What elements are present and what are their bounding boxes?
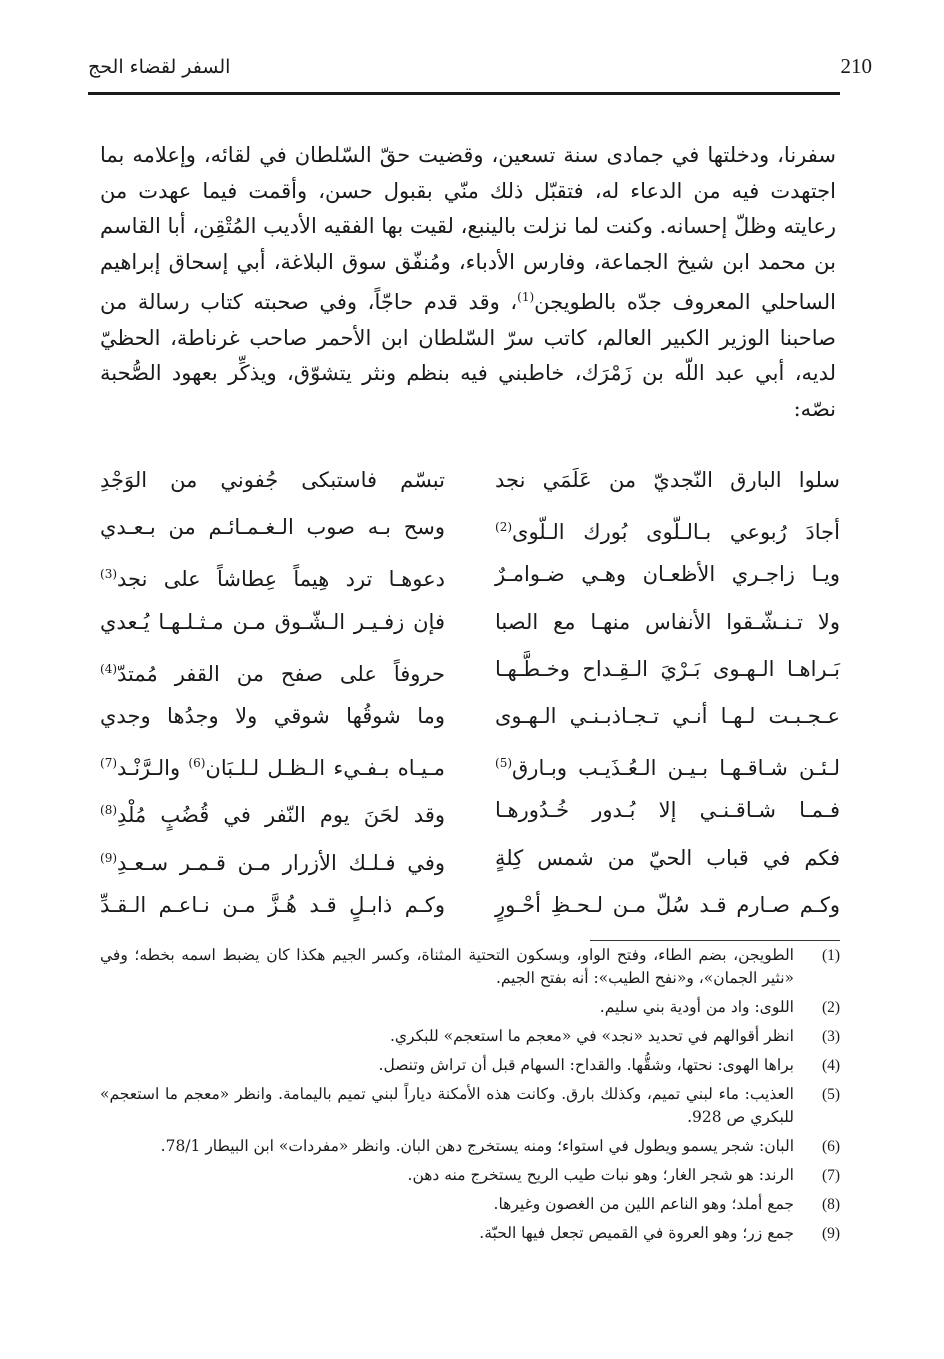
footnote-number: (1): [821, 947, 841, 964]
verse-second-hemistich: وما شوقُها شوقي ولا وجدُها وجدي: [100, 703, 445, 728]
prose-text-part-2: ، وقد قدم حاجّاً، وفي صحبته كتاب رسالة من صاحبنا الوزير الكبير العالم، كاتب سرّ السّلطان ابن الأحمر صاحب غرناطة، الحظيّ لديه، أبي عبد اللّه بن زَمْرَك، خاطبني فيه بنظم ونثر يتشوّق، ويذكِّر بعهود الصُّحبة نصّه:: [100, 290, 836, 421]
verse-first-hemistich: وكـم صـارم قـد سُلّ مـن لـحـظِ أحْـورٍ: [495, 892, 840, 917]
footnote-marker: (8): [100, 803, 118, 818]
hemistich-text: حروفاً على صفح من القفر مُمتدّ: [117, 661, 445, 686]
footnote: [100, 996, 846, 1019]
footnote-text: العذيب: ماء لبني تميم، وكذلك بارق. وكانت هذه الأمكنة دياراً لبني تميم باليمامة. وانظر «معجم ما استعجم» للبكري ص 928.: [100, 1085, 794, 1126]
page-number: 210: [840, 54, 872, 78]
poem-verse: [100, 507, 840, 554]
footnote-marker: (6): [188, 756, 206, 771]
running-title: السفر لقضاء الحج: [88, 56, 231, 78]
footnote-text: البان: شجر يسمو ويطول في استواء؛ ومنه يستخرج دهن البان. وانظر «مفردات» ابن البيطار 78/1.: [160, 1137, 794, 1155]
footnote: [100, 1193, 846, 1216]
verse-first-hemistich: بَـراهـا الـهـوى بَـرْيَ الـقِـداح وخـطَّـهـا: [495, 656, 840, 681]
page-header: [88, 50, 872, 95]
footnote-text: جمع زر؛ وهو العروة في القميص تجعل فيها الحبّة.: [479, 1224, 794, 1242]
footnote-marker: (7): [100, 756, 118, 771]
poem: [100, 460, 840, 932]
footnote-text: براها الهوى: نحتها، وشقُّها. والقداح: السهام قبل أن تراش وتنصل.: [378, 1056, 794, 1074]
footnote-number: (9): [821, 1225, 841, 1242]
poem-verse: [100, 554, 840, 601]
verse-first-hemistich: سلوا البارق النّجديّ من عَلَمَي نجد: [495, 468, 840, 492]
footnote-marker: (4): [100, 661, 118, 676]
footnote: [100, 944, 846, 990]
verse-second-hemistich: [100, 743, 445, 788]
hemistich-text-end: والـرَّنْـد: [117, 756, 189, 781]
footnote-number: (2): [821, 999, 841, 1016]
verse-first-hemistich: فكم في قباب الحيّ من شمس كِلةٍ: [495, 845, 840, 870]
verse-first-hemistich: [495, 743, 840, 788]
poem-verse: [100, 790, 840, 837]
hemistich-text: وفي فـلـك الأزرار مـن قـمـر سـعـدِ: [117, 850, 445, 875]
footnotes: [100, 944, 846, 1251]
prose-paragraph: [100, 138, 836, 427]
poem-verse: [100, 602, 840, 649]
verse-second-hemistich: [100, 790, 445, 835]
verse-second-hemistich: وكـم ذابـلٍ قـد هُـزَّ مـن نـاعـم الـقـدِّ: [100, 892, 445, 917]
prose-text-part-1: سفرنا، ودخلتها في جمادى سنة تسعين، وقضيت حقّ السّلطان في لقائه، وإعلامه بما اجتهدت فيه من الدعاء له، فتقبّل ذلك منّي بقبول حسن، وأقمت فيما عهدت من رعايته وظلّ إحسانه. وكنت لما نزلت بالينبع، لقيت بها الفقيه الأديب المُتْقِن، أبا القاسم بن محمد ابن شيخ الجماعة، وفارس الأدباء، ومُنفّق سوق البلاغة، أبي إسحاق إبراهيم الساحلي المعروف جدّه بالطويجن: [100, 143, 836, 314]
hemistich-text: لـئـن شـاقـهـا بـيـن الـعُـذَيـب وبـارق: [512, 756, 840, 781]
verse-first-hemistich: ويـا زاجـري الأظعـان وهـي ضـوامـرٌ: [495, 562, 840, 587]
verse-first-hemistich: ولا تـنـشّـقوا الأنفاس منهـا مع الصبا: [495, 609, 840, 634]
verse-second-hemistich: تبسّم فاستبكى جُفوني من الوَجْدِ: [100, 468, 445, 492]
body-prose: [100, 138, 836, 427]
verse-second-hemistich: [100, 838, 445, 883]
poem-verse: [100, 460, 840, 507]
footnote-text: اللوى: واد من أودية بني سليم.: [599, 998, 794, 1016]
verse-first-hemistich: عـجـبـت لـهـا أنـي تـجـاذبـنـي الـهـوى: [495, 703, 840, 728]
footnote-number: (8): [821, 1196, 841, 1213]
footnote-number: (5): [821, 1086, 841, 1103]
footnote: [100, 1054, 846, 1077]
footnote: [100, 1025, 846, 1048]
footnote-marker: (9): [100, 850, 118, 865]
footnote-marker: (1): [517, 290, 535, 304]
footnote: [100, 1222, 846, 1245]
footnote-marker: (2): [495, 520, 513, 535]
footnote-marker: (5): [495, 756, 513, 771]
footnote-text: جمع أملد؛ وهو الناعم اللين من الغصون وغيرها.: [493, 1195, 794, 1213]
hemistich-text: مـيـاه بـفـيء الـظـل لـلـبَان: [205, 756, 445, 781]
hemistich-text: أجادَ رُبوعي بـالـلّوى بُورك الـلّوى: [512, 520, 840, 545]
poem-verse: [100, 743, 840, 790]
poem-verse: [100, 885, 840, 932]
footnote-number: (4): [821, 1057, 841, 1074]
hemistich-text: وقد لحَنَ يوم النّفر في قُضُبٍ مُلْدِ: [117, 803, 445, 828]
verse-second-hemistich: وسح بـه صوب الـغـمـائـم من بـعـدي: [100, 515, 445, 540]
footnote-number: (3): [821, 1028, 841, 1045]
verse-first-hemistich: [495, 507, 840, 552]
hemistich-text: دعوهـا ترد هِيماً عِطاشاً على نجد: [117, 567, 445, 592]
verse-second-hemistich: [100, 649, 445, 694]
poem-verse: [100, 696, 840, 743]
footnote-number: (6): [821, 1138, 841, 1155]
verse-second-hemistich: فإن زفـيـر الـشّـوق مـن مـثـلـهـا يُـعدي: [100, 609, 445, 634]
footnote: [100, 1083, 846, 1129]
poem-verse: [100, 649, 840, 696]
footnote-marker: (3): [100, 567, 118, 582]
footnote-separator: [590, 940, 840, 941]
poem-verse: [100, 838, 840, 885]
footnote-number: (7): [821, 1167, 841, 1184]
footnote: [100, 1164, 846, 1187]
footnote-text: انظر أقوالهم في تحديد «نجد» في «معجم ما استعجم» للبكري.: [390, 1027, 794, 1045]
footnote-text: الرند: هو شجر الغار؛ وهو نبات طيب الريح يستخرج منه دهن.: [407, 1166, 794, 1184]
verse-second-hemistich: [100, 554, 445, 599]
footnote-text: الطويجن، بضم الطاء، وفتح الواو، وبسكون التحتية المثناة، وكسر الجيم هكذا كان يضبط اسمه بخطه؛ وفي «نثير الجمان»، و«نفح الطيب»: أنه بفتح الجيم.: [100, 946, 794, 987]
verse-first-hemistich: فـمـا شـاقـنـي إلا بُـدور خُـدُورهـا: [495, 798, 840, 823]
footnote: [100, 1135, 846, 1158]
